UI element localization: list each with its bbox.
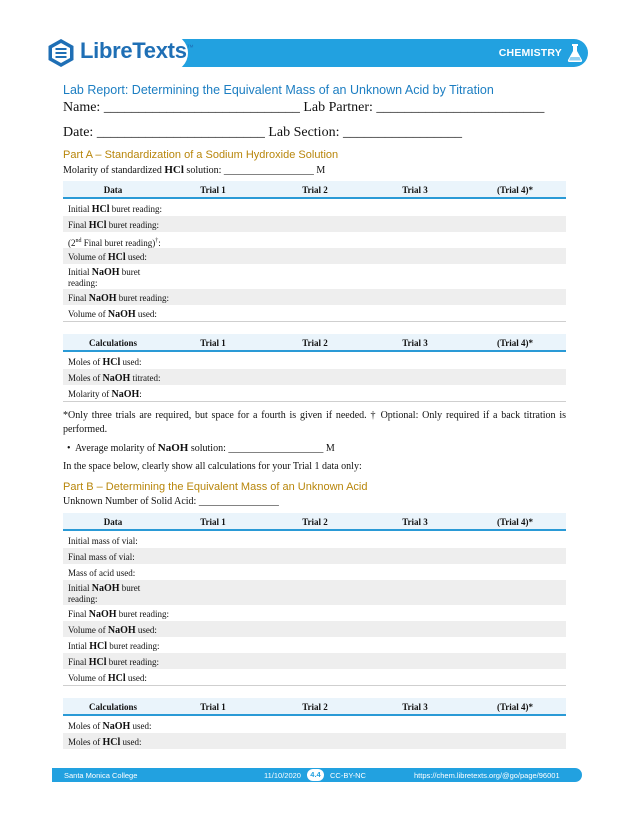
formula-naoh: NaOH: [157, 442, 189, 454]
row-text: used:: [120, 357, 142, 367]
row-text: buret reading:: [116, 293, 170, 303]
col-header: Trial 1: [200, 702, 226, 712]
formula: HCl: [107, 252, 126, 263]
table-row: [63, 289, 566, 305]
table-header: [63, 698, 566, 716]
libretexts-logo-icon: [46, 38, 76, 68]
table-header: [63, 181, 566, 199]
col-header: Trial 2: [302, 517, 328, 527]
row-text: used:: [125, 673, 147, 683]
col-header: Calculations: [88, 702, 137, 712]
row-text: Moles of: [68, 357, 103, 367]
row-text: Final mass of vial:: [68, 552, 135, 562]
table-row: [63, 669, 566, 685]
formula: NaOH: [102, 721, 131, 732]
footer-college: Santa Monica College: [64, 770, 138, 780]
row-text: (2: [68, 238, 76, 248]
row-text: Volume of: [68, 625, 108, 635]
row-text: buret reading:: [68, 583, 141, 604]
table-header: [63, 334, 566, 352]
row-text: Final: [68, 657, 89, 667]
row-text: Initial: [68, 267, 92, 277]
col-header: (Trial 4)*: [496, 185, 534, 195]
table-row: [63, 248, 566, 264]
row-text: Initial mass of vial:: [68, 536, 138, 546]
col-header: Data: [103, 517, 123, 527]
table-divider: [63, 401, 566, 402]
trials-footnote: *Only three trials are required, but space for a fourth is given if needed. † Optional: Only required if a back titration is performed.: [63, 410, 566, 435]
row-text: used:: [125, 252, 147, 262]
row-text: Initial: [68, 204, 92, 214]
molarity-suffix: solution: __________________ M: [183, 165, 326, 176]
row-text: used:: [130, 721, 152, 731]
formula: HCl: [88, 657, 107, 668]
row-text: Volume of: [68, 673, 108, 683]
col-header: Trial 3: [402, 517, 428, 527]
formula: NaOH: [111, 389, 140, 400]
table-row: [63, 653, 566, 669]
table-divider: [63, 685, 566, 686]
page-title: Lab Report: Determining the Equivalent Mass of an Unknown Acid by Titration: [63, 83, 494, 97]
page-number-badge: 4.4: [307, 769, 324, 781]
col-header: Trial 2: [302, 185, 328, 195]
row-text: Moles of: [68, 721, 103, 731]
footer-date: 11/10/2020: [264, 770, 301, 780]
formula-hcl: HCl: [164, 164, 184, 176]
row-text: Final buret reading): [81, 238, 156, 248]
calculation-instruction: In the space below, clearly show all calculations for your Trial 1 data only:: [63, 461, 362, 472]
footer-license[interactable]: CC-BY-NC: [330, 770, 366, 780]
table-row: [63, 216, 566, 232]
row-text: buret reading:: [68, 267, 141, 288]
row-text: Moles of: [68, 737, 103, 747]
col-header: Trial 1: [200, 338, 226, 348]
row-text: Initial: [68, 583, 92, 593]
table-row: [63, 637, 566, 653]
col-header: Data: [103, 185, 123, 195]
date-section-line[interactable]: Date: ________________________ Lab Section: _________________: [63, 125, 462, 140]
col-header: Trial 3: [402, 702, 428, 712]
table-row: [63, 264, 566, 289]
formula: HCl: [102, 357, 121, 368]
formula: NaOH: [88, 293, 117, 304]
formula: HCl: [91, 204, 110, 215]
bullet-dot: •: [67, 443, 75, 454]
table-row: [63, 232, 566, 248]
table-row: [63, 580, 566, 605]
row-text: used:: [135, 309, 157, 319]
row-text: buret reading:: [109, 204, 163, 214]
table-row: [63, 605, 566, 621]
col-header: Trial 2: [302, 338, 328, 348]
molarity-prefix: Molarity of standardized: [63, 165, 165, 176]
row-text: Mass of acid used:: [68, 568, 136, 578]
part-a-heading: Part A – Standardization of a Sodium Hydroxide Solution: [63, 149, 339, 161]
table-header: [63, 513, 566, 531]
part-a-data-table: [63, 181, 566, 322]
formula: NaOH: [91, 583, 120, 594]
flask-icon: [566, 43, 584, 63]
table-row: [63, 200, 566, 216]
table-row: [63, 717, 566, 733]
row-text: Intial: [68, 641, 90, 651]
col-header: Trial 1: [200, 517, 226, 527]
table-divider: [63, 321, 566, 322]
formula: HCl: [89, 641, 108, 652]
formula: NaOH: [88, 609, 117, 620]
logo-text: LibreTexts: [80, 38, 187, 63]
row-text: used:: [135, 625, 157, 635]
row-text: Moles of: [68, 373, 103, 383]
libretexts-logo[interactable]: [38, 34, 194, 72]
table-row: [63, 621, 566, 637]
table-row: [63, 733, 566, 749]
table-row: [63, 564, 566, 580]
table-row: [63, 548, 566, 564]
row-text: Volume of: [68, 309, 108, 319]
row-text: buret reading:: [107, 641, 160, 651]
molarity-hcl-line: [63, 164, 325, 176]
col-header: Trial 2: [302, 702, 328, 712]
row-text: Final: [68, 609, 89, 619]
part-b-data-table: [63, 513, 566, 686]
row-text: :: [158, 238, 161, 248]
page-header: [0, 34, 630, 72]
formula: HCl: [107, 673, 126, 684]
bullet-suffix: solution: ___________________ M: [188, 443, 335, 454]
row-text: titrated:: [130, 373, 161, 383]
formula: NaOH: [107, 309, 136, 320]
part-b-heading: Part B – Determining the Equivalent Mass of an Unknown Acid: [63, 481, 368, 493]
row-text: buret reading:: [106, 220, 160, 230]
table-row: [63, 353, 566, 369]
col-header: Calculations: [88, 338, 137, 348]
col-header: Trial 3: [402, 338, 428, 348]
col-header: (Trial 4)*: [496, 702, 534, 712]
logo-trademark: ™: [186, 44, 194, 52]
unknown-number-line[interactable]: Unknown Number of Solid Acid: ________________: [63, 496, 279, 507]
bullet-prefix: Average molarity of: [74, 443, 158, 454]
dagger-mark: †: [155, 238, 159, 244]
table-row: [63, 385, 566, 401]
formula: HCl: [88, 220, 107, 231]
page-footer: [52, 768, 582, 782]
row-text: Final: [68, 220, 89, 230]
superscript: nd: [75, 238, 82, 244]
row-text: :: [139, 389, 142, 399]
formula: NaOH: [91, 267, 120, 278]
footer-url-link[interactable]: https://chem.libretexts.org/@go/page/96001: [414, 770, 560, 780]
row-text: Molarity of: [68, 389, 112, 399]
col-header: Trial 3: [402, 185, 428, 195]
name-partner-line[interactable]: Name: ____________________________ Lab Partner: ________________________: [63, 100, 545, 115]
formula: NaOH: [102, 373, 131, 384]
row-text: buret reading:: [106, 657, 160, 667]
row-text: used:: [120, 737, 142, 747]
table-row: [63, 532, 566, 548]
subject-label[interactable]: CHEMISTRY: [498, 47, 562, 59]
average-molarity-line[interactable]: [67, 442, 335, 454]
row-text: buret reading:: [116, 609, 170, 619]
formula: HCl: [102, 737, 121, 748]
col-header: (Trial 4)*: [496, 517, 534, 527]
part-b-calc-table: [63, 698, 566, 749]
row-text: Final: [68, 293, 89, 303]
formula: NaOH: [107, 625, 136, 636]
col-header: (Trial 4)*: [496, 338, 534, 348]
table-row: [63, 369, 566, 385]
part-a-calc-table: [63, 334, 566, 402]
table-row: [63, 305, 566, 321]
row-text: Volume of: [68, 252, 108, 262]
col-header: Trial 1: [200, 185, 226, 195]
